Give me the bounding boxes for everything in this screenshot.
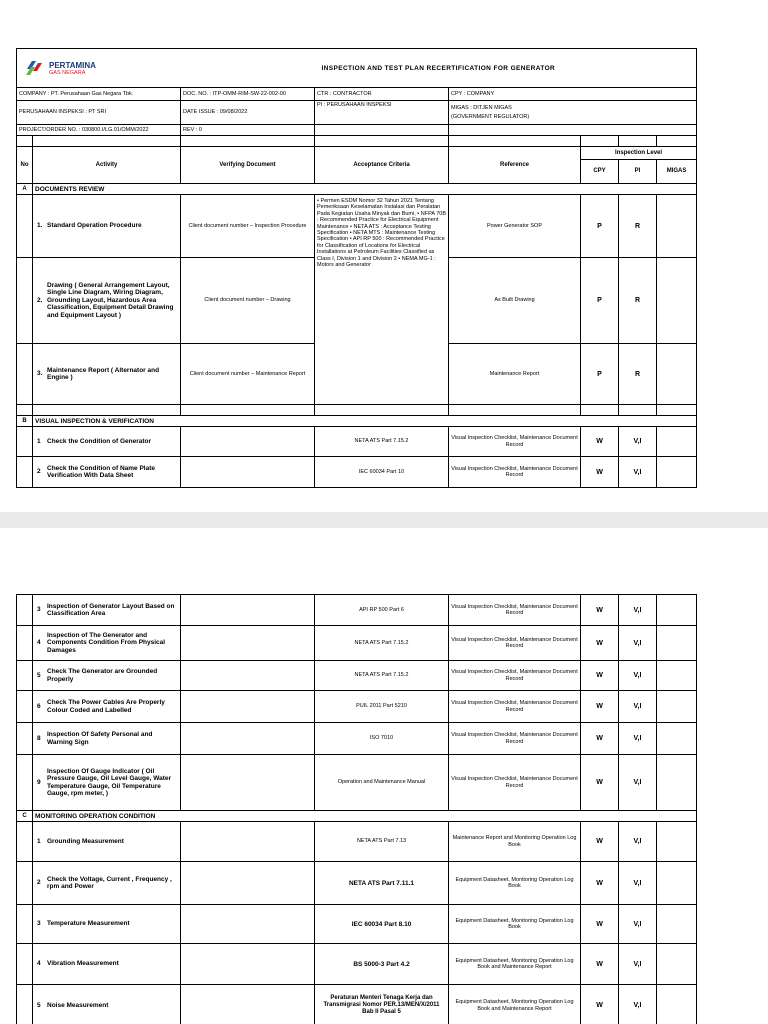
col-no-header: No: [17, 147, 33, 184]
row-cpy: W: [581, 457, 619, 488]
section-b-title: VISUAL INSPECTION & VERIFICATION: [33, 416, 697, 427]
pi-cell: PI : PERUSAHAAN INSPEKSI: [315, 101, 449, 125]
row-cpy: W: [581, 985, 619, 1024]
row-no: 2: [37, 879, 41, 887]
row-cpy: P: [581, 195, 619, 258]
section-c-letter: C: [17, 811, 33, 822]
row-no: 5: [37, 1001, 41, 1009]
row-activity: Check the Condition of Generator: [47, 437, 152, 445]
table-row: [17, 427, 697, 457]
table-row: [17, 691, 697, 723]
document-title: INSPECTION AND TEST PLAN RECERTIFICATION FOR GENERATOR: [181, 49, 697, 88]
row-no: 5: [37, 671, 41, 679]
row-reference: Maintenance Report and Monitoring Operation Log Book: [449, 822, 581, 862]
col-cpy-header: CPY: [581, 160, 619, 184]
row-acceptance: PUIL 2011 Part 5210: [315, 691, 449, 723]
col-activity-header: Activity: [33, 147, 181, 184]
government-regulator-label: (GOVERNMENT REGULATOR): [451, 114, 530, 120]
rev-cell: REV : 0: [181, 125, 315, 136]
ctr-cell: CTR : CONTRACTOR: [315, 88, 449, 101]
row-no: 2: [37, 468, 41, 476]
row-reference: As Built Drawing: [449, 258, 581, 344]
col-migas-header: MIGAS: [657, 160, 697, 184]
row-cpy: W: [581, 626, 619, 661]
row-acceptance: BS 5000-3 Part 4.2: [315, 944, 449, 985]
row-no: 4: [37, 639, 41, 647]
row-no: 6: [37, 702, 41, 710]
row-activity: Check the Voltage, Current , Frequency , rpm and Power: [47, 875, 172, 890]
row-cpy: W: [581, 661, 619, 691]
row-cpy: W: [581, 822, 619, 862]
row-pi: V,I: [619, 626, 657, 661]
row-activity: Maintenance Report ( Alternator and Engine ): [47, 366, 160, 381]
table-row: [17, 985, 697, 1024]
row-activity: Inspection of Generator Layout Based on Classification Area: [47, 602, 175, 617]
row-pi: V,I: [619, 944, 657, 985]
row-migas: [657, 344, 697, 405]
row-reference: Visual Inspection Checklist, Maintenance Document Record: [449, 755, 581, 811]
row-acceptance: IEC 60034 Part 10: [315, 457, 449, 488]
row-migas: [657, 258, 697, 344]
row-acceptance: NETA ATS Part 7.13: [315, 822, 449, 862]
row-activity: Inspection Of Gauge Indicator ( Oil Pressure Gauge, Oil Level Gauge, Water Temperature Gauge, Oil Temperature Gauge, rpm meter, ): [47, 767, 172, 797]
cpy-cell: CPY : COMPANY: [449, 88, 697, 101]
row-reference: Visual Inspection Checklist, Maintenance Document Record: [449, 723, 581, 755]
row-activity: Standard Operation Procedure: [47, 222, 142, 230]
row-acceptance: API RP 500 Part 6: [315, 595, 449, 626]
row-acceptance: IEC 60034 Part 8.10: [315, 905, 449, 944]
row-no: 4: [37, 960, 41, 968]
row-acceptance: NETA ATS Part 7.15.2: [315, 626, 449, 661]
row-cpy: W: [581, 905, 619, 944]
inspection-company-cell: PERUSAHAAN INSPEKSI : PT SRI: [17, 101, 181, 125]
row-no: 3: [37, 606, 41, 614]
row-pi: R: [619, 344, 657, 405]
table-row: [17, 862, 697, 905]
row-no: 2.: [37, 296, 43, 304]
row-acceptance: NETA ATS Part 7.11.1: [315, 862, 449, 905]
row-no: 1.: [37, 222, 43, 230]
row-pi: V,I: [619, 822, 657, 862]
row-pi: V,I: [619, 862, 657, 905]
row-pi: V,I: [619, 661, 657, 691]
logo-cell: [17, 49, 181, 88]
row-reference: Visual Inspection Checklist, Maintenance Document Record: [449, 626, 581, 661]
row-pi: V,I: [619, 985, 657, 1024]
row-cpy: W: [581, 862, 619, 905]
row-activity: Vibration Measurement: [47, 960, 119, 968]
page-gap: [0, 512, 768, 528]
row-activity: Check the Condition of Name Plate Verification With Data Sheet: [47, 464, 155, 479]
table-row: [17, 626, 697, 661]
company-cell: COMPANY : PT. Perusahaan Gas Negara Tbk.: [17, 88, 181, 101]
row-pi: V,I: [619, 755, 657, 811]
row-reference: Equipment Datasheet, Monitoring Operation Log Book and Maintenance Report: [449, 985, 581, 1024]
row-pi: R: [619, 258, 657, 344]
section-c-title: MONITORING OPERATION CONDITION: [33, 811, 697, 822]
row-activity: Drawing ( General Arrangement Layout, Single Line Diagram, Wiring Diagram, Grounding Layout, Hazardous Area Classification, Equipment Detail Drawing and Equipment Layout ): [47, 281, 174, 319]
row-reference: Equipment Datasheet, Monitoring Operation Log Book and Maintenance Report: [449, 944, 581, 985]
row-cpy: W: [581, 595, 619, 626]
row-pi: V,I: [619, 905, 657, 944]
page-2: [0, 528, 768, 1024]
row-reference: Equipment Datasheet, Monitoring Operation Log Book: [449, 905, 581, 944]
row-no: 8: [37, 734, 41, 742]
row-no: 9: [37, 778, 41, 786]
section-a-letter: A: [17, 184, 33, 195]
row-activity: Inspection of The Generator and Components Condition From Physical Damages: [47, 631, 166, 654]
col-reference-header: Reference: [449, 147, 581, 184]
col-pi-header: PI: [619, 160, 657, 184]
row-cpy: W: [581, 691, 619, 723]
table-row: [17, 755, 697, 811]
row-acceptance: NETA ATS Part 7.15.2: [315, 661, 449, 691]
row-reference: Maintenance Report: [449, 344, 581, 405]
row-no: 1: [37, 837, 41, 845]
logo-subtitle: GAS NEGARA: [49, 69, 86, 76]
pertamina-logo-icon: [25, 60, 45, 76]
row-cpy: P: [581, 258, 619, 344]
col-acceptance-header: Acceptance Criteria: [315, 147, 449, 184]
row-cpy: W: [581, 755, 619, 811]
row-activity: Check The Generator are Grounded Properly: [47, 668, 158, 683]
row-pi: V,I: [619, 457, 657, 488]
row-acceptance: ISO 7010: [315, 723, 449, 755]
table-row: [17, 457, 697, 488]
row-no: 3.: [37, 370, 43, 378]
row-pi: R: [619, 195, 657, 258]
row-acceptance: NETA ATS Part 7.15.2: [315, 427, 449, 457]
table-row: [17, 195, 697, 258]
row-verifying: Client document number – Inspection Procedure: [181, 195, 315, 258]
row-acceptance: Operation and Maintenance Manual: [315, 755, 449, 811]
row-verifying: Client document number – Drawing: [181, 258, 315, 344]
row-acceptance: Peraturan Menteri Tenaga Kerja dan Transmigrasi Nomor PER.13/MEN/X/2011 Bab II Pasal 5: [315, 985, 449, 1024]
row-activity: Noise Measurement: [47, 1001, 109, 1009]
table-row: [17, 822, 697, 862]
date-issue-cell: DATE ISSUE : 09/08/2022: [181, 101, 315, 125]
row-activity: Grounding Measurement: [47, 837, 124, 845]
row-pi: V,I: [619, 723, 657, 755]
row-reference: Visual Inspection Checklist, Maintenance Document Record: [449, 691, 581, 723]
row-reference: Visual Inspection Checklist, Maintenance Document Record: [449, 595, 581, 626]
row-no: 3: [37, 920, 41, 928]
itp-table-page-2: [16, 594, 697, 1024]
row-activity: Check The Power Cables Are Properly Colour Coded and Labelled: [47, 699, 165, 714]
doc-no-cell: DOC. NO. : ITP-OMM-RIM-SW-22-002-00: [181, 88, 315, 101]
table-row: [17, 723, 697, 755]
row-cpy: P: [581, 344, 619, 405]
row-no: 1: [37, 437, 41, 445]
section-a-title: DOCUMENTS REVIEW: [33, 184, 697, 195]
project-order-cell: PROJECT/ORDER NO. : 030800.I/LG.01/OMM/2022: [17, 125, 181, 136]
row-reference: Power Generator SOP: [449, 195, 581, 258]
row-cpy: W: [581, 944, 619, 985]
row-reference: Visual Inspection Checklist, Maintenance Document Record: [449, 457, 581, 488]
row-pi: V,I: [619, 691, 657, 723]
itp-table-page-1: [16, 48, 697, 488]
section-b-letter: B: [17, 416, 33, 427]
row-activity: Temperature Measurement: [47, 920, 130, 928]
table-row: [17, 944, 697, 985]
row-reference: Equipment Datasheet, Monitoring Operation Log Book: [449, 862, 581, 905]
table-row: [17, 595, 697, 626]
table-row: [17, 905, 697, 944]
row-activity: Inspection Of Safety Personal and Warning Sign: [47, 731, 153, 746]
row-migas: [657, 195, 697, 258]
migas-label: MIGAS : DITJEN MIGAS: [451, 104, 512, 111]
row-pi: V,I: [619, 427, 657, 457]
row-verifying: Client document number – Maintenance Report: [181, 344, 315, 405]
row-cpy: W: [581, 723, 619, 755]
row-reference: Visual Inspection Checklist, Maintenance Document Record: [449, 427, 581, 457]
row-pi: V,I: [619, 595, 657, 626]
col-verifying-header: Verifying Document: [181, 147, 315, 184]
section-a-acceptance: • Permen ESDM Nomor 32 Tahun 2021 Tentang Pemeriksaan Keselamatan Instalasi dan Peralatan Pada Kegiatan Usaha Minyak dan Bumi, • NFPA 70B : Recommended Practice for Electrical Equipment Maintenance • NETA ATS : Acceptance Testing Specification • NETA MTS : Maintenance Testing Specification • API RP 500 : Recommended Practice for Classification of Locations for Electrical Installations at Petroleum Facilities Classified as Class I, Division 1 and Division 2 • NEMA MG-1 : Motors and Generator: [315, 195, 449, 405]
migas-cell: [449, 101, 697, 125]
row-cpy: W: [581, 427, 619, 457]
logo-name: PERTAMINA: [49, 60, 96, 70]
inspection-level-header: Inspection Level: [581, 147, 697, 160]
table-row: [17, 661, 697, 691]
row-reference: Visual Inspection Checklist, Maintenance Document Record: [449, 661, 581, 691]
